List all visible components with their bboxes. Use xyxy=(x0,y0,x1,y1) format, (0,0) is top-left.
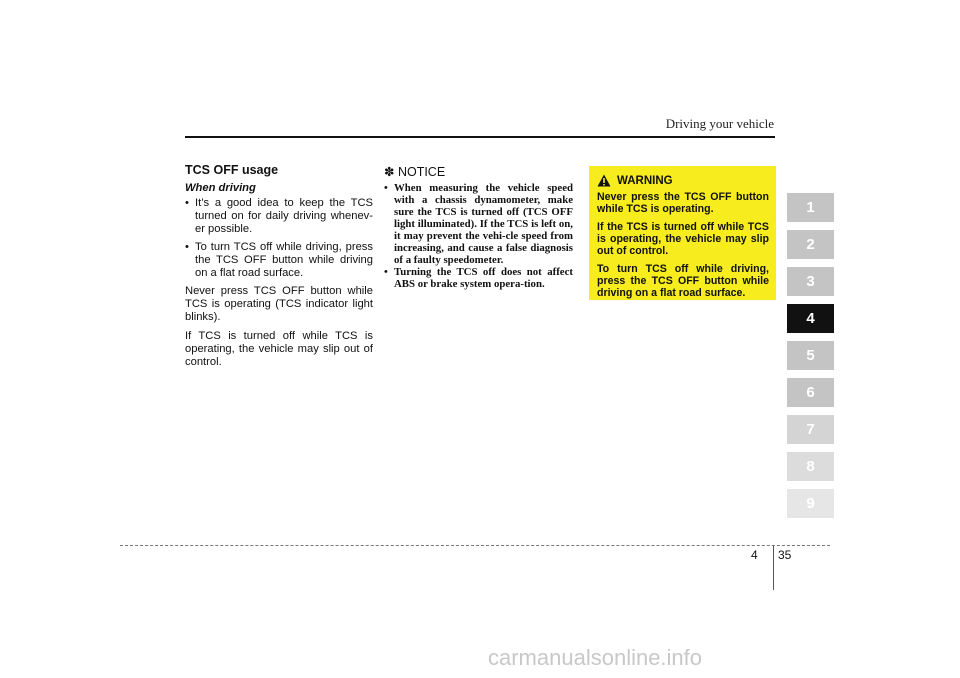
notice-heading: ✽ NOTICE xyxy=(384,165,446,179)
page-number: 35 xyxy=(778,548,792,562)
footer-divider xyxy=(773,546,774,590)
warning-title: WARNING xyxy=(617,174,673,187)
warning-header xyxy=(597,174,769,187)
section-subheading: When driving xyxy=(185,182,256,194)
footer-rule xyxy=(120,545,830,546)
chapter-tab-5[interactable]: 5 xyxy=(787,341,834,370)
chapter-tab-7[interactable]: 7 xyxy=(787,415,834,444)
watermark-text: carmanualsonline.info xyxy=(488,645,703,670)
chapter-tab-6[interactable]: 6 xyxy=(787,378,834,407)
tcs-off-usage-section xyxy=(185,164,373,375)
list-item: • Turning the TCS off does not affect ABS or brake system opera-tion. xyxy=(384,266,573,290)
section-heading: TCS OFF usage xyxy=(185,163,279,177)
warning-paragraph: Never press the TCS OFF button while TCS is operating. xyxy=(597,191,769,215)
notice-bullet-list xyxy=(384,182,573,290)
chapter-tab-8[interactable]: 8 xyxy=(787,452,834,481)
body-paragraph: If TCS is turned off while TCS is operating, the vehicle may slip out of control. xyxy=(185,330,373,368)
chapter-tab-1[interactable]: 1 xyxy=(787,193,834,222)
chapter-tab-3[interactable]: 3 xyxy=(787,267,834,296)
warning-paragraph: If the TCS is turned off while TCS is operating, the vehicle may slip out of control. xyxy=(597,221,769,257)
notice-section xyxy=(384,164,573,290)
warning-triangle-icon xyxy=(597,174,611,187)
chapter-tab-list xyxy=(787,193,834,526)
list-item: • It’s a good idea to keep the TCS turned on for daily driving whenev-er possible. xyxy=(185,197,373,236)
list-item: • To turn TCS off while driving, press the TCS OFF button while driving on a flat road surface. xyxy=(185,241,373,280)
chapter-tab-4[interactable]: 4 xyxy=(787,304,834,333)
body-paragraph: Never press TCS OFF button while TCS is operating (TCS indicator light blinks). xyxy=(185,285,373,323)
header-rule xyxy=(185,136,775,138)
chapter-tab-9[interactable]: 9 xyxy=(787,489,834,518)
warning-box xyxy=(589,166,776,300)
warning-paragraph: To turn TCS off while driving, press the TCS OFF button while driving on a flat road surface. xyxy=(597,263,769,299)
page-header-title: Driving your vehicle xyxy=(665,116,774,131)
usage-bullet-list xyxy=(185,197,373,280)
list-item: • When measuring the vehicle speed with a chassis dynamometer, make sure the TCS is turned off (TCS OFF light illuminated). If the TCS is left on, it may prevent the vehi-cle speed from increasing, and cause a false diagnosis of a faulty speedometer. xyxy=(384,182,573,266)
page-chapter-number: 4 xyxy=(751,548,758,562)
chapter-tab-2[interactable]: 2 xyxy=(787,230,834,259)
